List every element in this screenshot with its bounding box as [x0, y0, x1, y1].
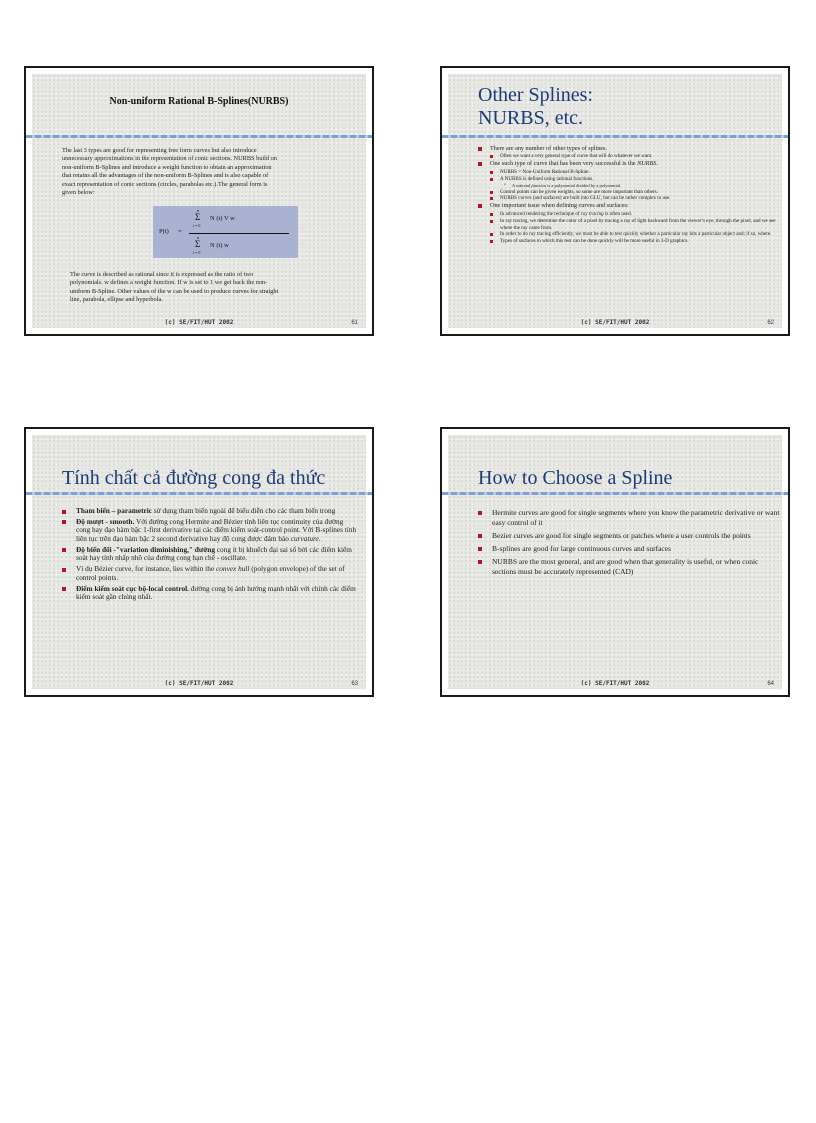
- item-text: There are any number of other types of splines.: [490, 145, 608, 152]
- para-line: given below:: [62, 189, 95, 197]
- slide-title: How to Choose a Spline: [478, 467, 673, 489]
- list-item: [478, 218, 784, 232]
- sigma-symbol: Σ: [195, 212, 201, 222]
- item-emphasis: ray tracing: [580, 210, 604, 217]
- para-line: unnecessary approximations in the representation of conic sections. NURBS build on: [62, 155, 277, 163]
- slide-61: [24, 66, 374, 336]
- item-text: đường cong bị ảnh hưởng mạnh nhất với chính các điểm kiểm soát gần chúng nhất.: [76, 583, 356, 602]
- explanation-paragraph: [70, 271, 362, 305]
- list-item: Bezier curves are good for single segments or patches where a user controls the points: [476, 531, 782, 541]
- list-item: [60, 585, 358, 602]
- slide-footer: (c) SE/FIT/HUT 2002: [580, 680, 650, 687]
- item-text: cong ít bị khuếch đại sai số bởi các điểm kiểm soát hay tính nhấp nhô của đường cong hạn chế - oscillate.: [76, 544, 352, 563]
- item-text: Ví dụ Bézier curve, for instance, lies within the: [76, 564, 217, 574]
- title-divider: [26, 135, 372, 138]
- list-item: Hermite curves are good for single segments where you know the parametric derivative or want easy control of it: [476, 508, 782, 528]
- list-item: NURBS are the most general, and are good when that generality is useful, or when conic sections must be accurately represented (CAD): [476, 557, 782, 577]
- item-text: Types of surfaces in which this test can be done quickly will be more useful in 3-D graphics.: [500, 238, 689, 245]
- item-emphasis: NURBS.: [637, 160, 658, 168]
- para-line: The last 3 types are good for representing free form curves but also introduce: [62, 147, 257, 154]
- bullet-list: [476, 508, 782, 580]
- denominator-term: N (t) w: [210, 242, 229, 249]
- numerator-term: N (t) V w: [210, 215, 235, 222]
- item-text: One such type of curve that has been very successful is the: [490, 160, 638, 168]
- sum-top: n: [197, 235, 199, 240]
- slide-title: [478, 84, 593, 130]
- para-line: that retains all the advantages of the non-uniform B-Splines and is also capable of: [62, 172, 269, 180]
- item-bold: Độ mượt - smooth.: [76, 516, 135, 526]
- nurbs-formula: [153, 206, 298, 258]
- item-text: NURBS curves (and surfaces) are built into GLU, but can be rather complex to use.: [500, 195, 671, 202]
- title-divider: [26, 492, 372, 495]
- item-text: In advanced rendering the technique of: [500, 210, 581, 217]
- formula-equals: =: [178, 228, 182, 235]
- item-bold: Tham biến – parametric: [76, 506, 153, 515]
- para-line: line, parabola, ellipse and hyperbola.: [70, 296, 163, 304]
- title-divider: [442, 135, 788, 138]
- list-item: B-splines are good for large continuous curves and surfaces: [476, 544, 782, 554]
- list-item: [478, 238, 784, 245]
- item-emphasis: A rational function: [512, 182, 547, 188]
- para-line: non-uniform B-Splines and introduce a weight function to obtain an approximation: [62, 163, 272, 171]
- formula-lhs: P(t): [159, 228, 169, 235]
- bullet-list: [60, 507, 358, 604]
- slide-number: 63: [351, 681, 358, 687]
- list-item: [478, 160, 784, 168]
- para-line: The curve is described as rational since it is expressed as the ratio of two: [70, 271, 254, 278]
- item-text: .: [318, 533, 321, 543]
- list-item: [60, 507, 358, 516]
- slide-number: 64: [767, 681, 774, 687]
- title-line: Other Splines:: [478, 84, 593, 106]
- item-text: is a polynomial divided by a polynomial.: [546, 182, 622, 188]
- title-line: NURBS, etc.: [478, 107, 583, 129]
- slide-footer: (c) SE/FIT/HUT 2002: [580, 319, 650, 326]
- sum-bottom: i = 0: [193, 223, 201, 228]
- item-text: Với đường cong Hermite and Bézier tính liên tục continuity của đường cong hay đạo hàm bậc 1-first derivative tại các điểm kiểm soát-control point. Với B-splines tính liên tục trên đạo hàm bậc 2 second derivative hay độ cong được đảm bảo: [76, 516, 357, 543]
- list-item: [478, 169, 784, 176]
- list-item: [478, 202, 784, 210]
- slide-63: [24, 427, 374, 697]
- list-item: [478, 195, 784, 202]
- slide-62: [440, 66, 790, 336]
- item-text: (polygon envelope) of the set of control points.: [76, 564, 345, 582]
- slide-number: 62: [767, 320, 774, 326]
- item-text: NURBS = Non-Uniform Rational B-Spline.: [500, 168, 590, 175]
- item-emphasis: curvature: [290, 533, 319, 543]
- item-text: Often we want a very general type of curve that will do whatever we want.: [500, 153, 653, 160]
- item-bold: Điểm kiểm soát cục bộ-local control.: [76, 583, 189, 593]
- item-text: A NURBS is defined using rational functions.: [500, 175, 594, 182]
- slide-footer: (c) SE/FIT/HUT 2002: [164, 319, 234, 326]
- para-line: uniform B-Spline. Other values of the w can be used to produce curves for straight: [70, 287, 279, 295]
- item-bold: Độ biến đổi -"variation diminishing," đường: [76, 544, 215, 554]
- item-text: One important issue when defining curves and surfaces:: [490, 202, 629, 210]
- para-line: exact representation of conic sections (circles, parabolas etc.).The general form is: [62, 180, 268, 188]
- item-text: is often used.: [603, 210, 632, 217]
- item-emphasis: convex hull: [216, 564, 250, 574]
- sigma-symbol: Σ: [195, 239, 201, 249]
- bullet-list: [478, 145, 784, 245]
- slide-title: Tính chất cả đường cong đa thức: [62, 467, 326, 489]
- slide-64: [440, 427, 790, 697]
- item-text: In order to do ray tracing efficiently, we must be able to test quickly whether a particular ray hits a particular object and; if so, where.: [500, 231, 772, 238]
- list-item: [60, 546, 358, 563]
- para-line: polynomials. w defines a weight function. If w is set to 1 we get back the non-: [70, 279, 268, 287]
- slide-footer: (c) SE/FIT/HUT 2002: [164, 680, 234, 687]
- list-item: [60, 565, 358, 582]
- item-text: sử dụng tham biến ngoài để biểu diễn cho các tham biến trong: [152, 506, 336, 515]
- sum-bottom: i = 0: [193, 250, 201, 255]
- list-item: [478, 211, 784, 218]
- sum-top: n: [197, 208, 199, 213]
- slide-number: 61: [351, 320, 358, 326]
- item-text: In ray tracing, we determine the color of a pixel by tracing a ray of light backward from the viewer’s eye, through the pixel, and we see where the ray came from.: [500, 217, 776, 231]
- fraction-bar: [189, 233, 289, 234]
- intro-paragraph: [62, 147, 362, 197]
- item-text: Control points can be given weights, so some are more important than others.: [500, 188, 658, 195]
- list-item: [478, 153, 784, 160]
- slide-title: Non-uniform Rational B-Splines(NURBS): [109, 96, 289, 107]
- list-item: [478, 176, 784, 183]
- list-item: [60, 518, 358, 544]
- title-divider: [442, 492, 788, 495]
